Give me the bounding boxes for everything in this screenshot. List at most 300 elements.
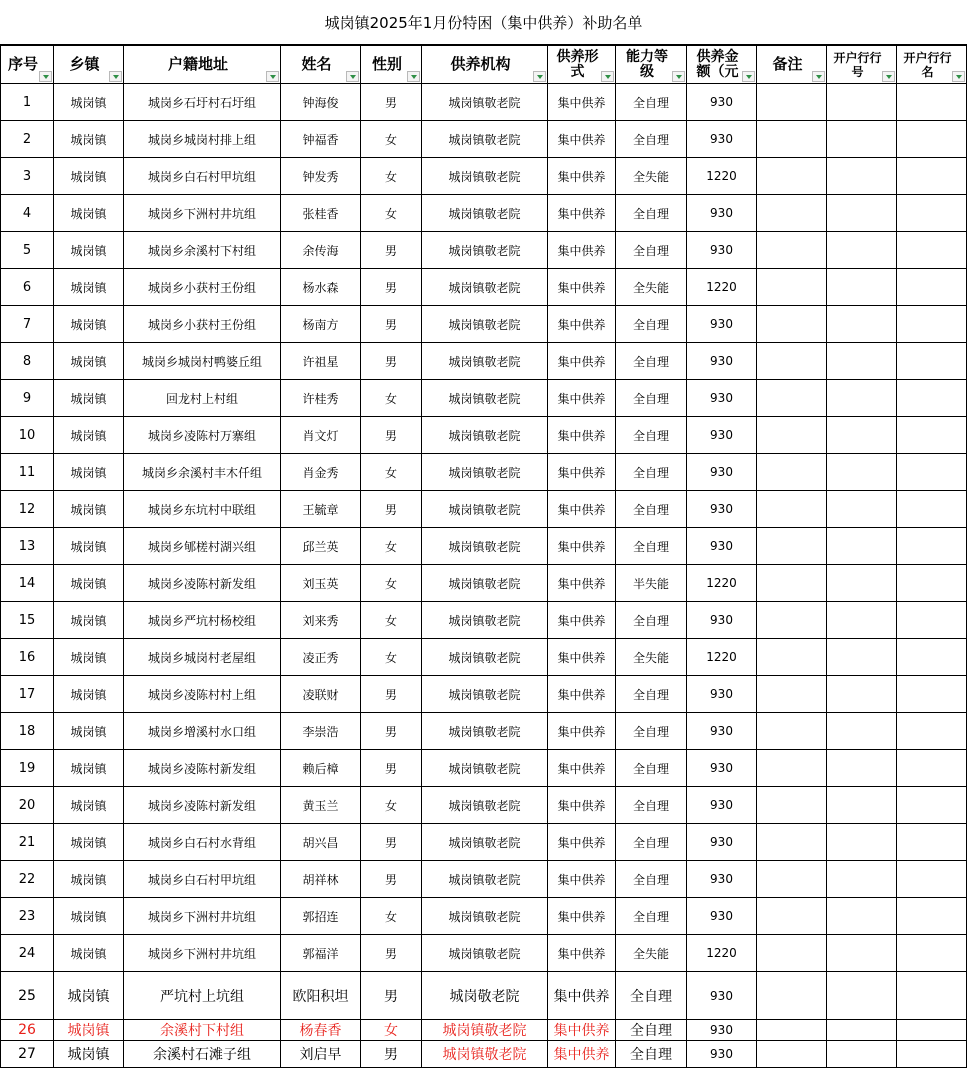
cell-seq[interactable]: 4 — [1, 195, 54, 232]
cell-gender[interactable]: 女 — [361, 602, 422, 639]
cell-support-type[interactable]: 集中供养 — [548, 676, 616, 713]
cell-town[interactable]: 城岗镇 — [54, 84, 124, 121]
cell-remark[interactable] — [757, 491, 827, 528]
cell-support-type[interactable]: 集中供养 — [548, 639, 616, 676]
cell-bank-name[interactable] — [897, 713, 967, 750]
cell-address[interactable]: 城岗乡凌陈村新发组 — [124, 750, 281, 787]
cell-bank-name[interactable] — [897, 898, 967, 935]
cell-support-type[interactable]: 集中供养 — [548, 861, 616, 898]
filter-dropdown-icon[interactable] — [346, 71, 359, 82]
cell-address[interactable]: 城岗乡严坑村杨校组 — [124, 602, 281, 639]
cell-gender[interactable]: 女 — [361, 787, 422, 824]
cell-amount[interactable]: 930 — [687, 306, 757, 343]
cell-amount[interactable]: 930 — [687, 713, 757, 750]
cell-institution[interactable]: 城岗镇敬老院 — [422, 343, 548, 380]
cell-remark[interactable] — [757, 676, 827, 713]
cell-address[interactable]: 城岗乡石圩村石圩组 — [124, 84, 281, 121]
cell-town[interactable]: 城岗镇 — [54, 528, 124, 565]
filter-dropdown-icon[interactable] — [39, 71, 52, 82]
cell-seq[interactable]: 5 — [1, 232, 54, 269]
cell-town[interactable]: 城岗镇 — [54, 935, 124, 972]
cell-amount[interactable]: 930 — [687, 121, 757, 158]
cell-ability-level[interactable]: 全自理 — [616, 491, 687, 528]
cell-town[interactable]: 城岗镇 — [54, 1041, 124, 1068]
cell-support-type[interactable]: 集中供养 — [548, 454, 616, 491]
cell-address[interactable]: 城岗乡凌陈村村上组 — [124, 676, 281, 713]
cell-seq[interactable]: 18 — [1, 713, 54, 750]
cell-gender[interactable]: 男 — [361, 1041, 422, 1068]
cell-town[interactable]: 城岗镇 — [54, 602, 124, 639]
cell-address[interactable]: 城岗乡下洲村井坑组 — [124, 195, 281, 232]
cell-address[interactable]: 城岗乡城岗村老屋组 — [124, 639, 281, 676]
cell-bank-code[interactable] — [827, 232, 897, 269]
cell-name[interactable]: 黄玉兰 — [281, 787, 361, 824]
cell-town[interactable]: 城岗镇 — [54, 898, 124, 935]
cell-institution[interactable]: 城岗镇敬老院 — [422, 676, 548, 713]
filter-dropdown-icon[interactable] — [882, 71, 895, 82]
cell-gender[interactable]: 男 — [361, 713, 422, 750]
cell-town[interactable]: 城岗镇 — [54, 454, 124, 491]
cell-address[interactable]: 回龙村上村组 — [124, 380, 281, 417]
cell-seq[interactable]: 24 — [1, 935, 54, 972]
filter-dropdown-icon[interactable] — [601, 71, 614, 82]
cell-town[interactable]: 城岗镇 — [54, 380, 124, 417]
cell-bank-name[interactable] — [897, 417, 967, 454]
cell-seq[interactable]: 10 — [1, 417, 54, 454]
cell-ability-level[interactable]: 全自理 — [616, 787, 687, 824]
cell-ability-level[interactable]: 全自理 — [616, 343, 687, 380]
cell-name[interactable]: 胡祥林 — [281, 861, 361, 898]
cell-address[interactable]: 严坑村上坑组 — [124, 972, 281, 1020]
cell-amount[interactable]: 930 — [687, 750, 757, 787]
cell-bank-code[interactable] — [827, 380, 897, 417]
cell-remark[interactable] — [757, 232, 827, 269]
cell-ability-level[interactable]: 全自理 — [616, 232, 687, 269]
cell-support-type[interactable]: 集中供养 — [548, 232, 616, 269]
cell-seq[interactable]: 12 — [1, 491, 54, 528]
cell-gender[interactable]: 女 — [361, 195, 422, 232]
cell-name[interactable]: 张桂香 — [281, 195, 361, 232]
cell-bank-name[interactable] — [897, 269, 967, 306]
cell-gender[interactable]: 男 — [361, 972, 422, 1020]
cell-amount[interactable]: 930 — [687, 417, 757, 454]
cell-address[interactable]: 城岗乡小获村王份组 — [124, 269, 281, 306]
cell-amount[interactable]: 930 — [687, 1020, 757, 1041]
cell-name[interactable]: 郭招连 — [281, 898, 361, 935]
cell-remark[interactable] — [757, 565, 827, 602]
cell-town[interactable]: 城岗镇 — [54, 1020, 124, 1041]
cell-ability-level[interactable]: 全失能 — [616, 269, 687, 306]
cell-name[interactable]: 肖金秀 — [281, 454, 361, 491]
cell-institution[interactable]: 城岗镇敬老院 — [422, 158, 548, 195]
cell-gender[interactable]: 男 — [361, 750, 422, 787]
cell-remark[interactable] — [757, 750, 827, 787]
cell-amount[interactable]: 930 — [687, 861, 757, 898]
cell-institution[interactable]: 城岗敬老院 — [422, 972, 548, 1020]
cell-amount[interactable]: 1220 — [687, 639, 757, 676]
cell-amount[interactable]: 930 — [687, 1041, 757, 1068]
cell-ability-level[interactable]: 全自理 — [616, 84, 687, 121]
cell-gender[interactable]: 男 — [361, 824, 422, 861]
cell-support-type[interactable]: 集中供养 — [548, 972, 616, 1020]
cell-bank-name[interactable] — [897, 306, 967, 343]
cell-remark[interactable] — [757, 787, 827, 824]
cell-bank-code[interactable] — [827, 269, 897, 306]
cell-town[interactable]: 城岗镇 — [54, 195, 124, 232]
cell-support-type[interactable]: 集中供养 — [548, 121, 616, 158]
cell-address[interactable]: 城岗乡小获村王份组 — [124, 306, 281, 343]
cell-remark[interactable] — [757, 454, 827, 491]
cell-seq[interactable]: 2 — [1, 121, 54, 158]
cell-remark[interactable] — [757, 121, 827, 158]
cell-town[interactable]: 城岗镇 — [54, 232, 124, 269]
cell-remark[interactable] — [757, 1041, 827, 1068]
cell-town[interactable]: 城岗镇 — [54, 158, 124, 195]
cell-support-type[interactable]: 集中供养 — [548, 787, 616, 824]
cell-address[interactable]: 城岗乡凌陈村万寨组 — [124, 417, 281, 454]
cell-gender[interactable]: 女 — [361, 1020, 422, 1041]
cell-gender[interactable]: 女 — [361, 528, 422, 565]
cell-name[interactable]: 许桂秀 — [281, 380, 361, 417]
cell-amount[interactable]: 930 — [687, 380, 757, 417]
cell-support-type[interactable]: 集中供养 — [548, 602, 616, 639]
cell-town[interactable]: 城岗镇 — [54, 824, 124, 861]
cell-institution[interactable]: 城岗镇敬老院 — [422, 861, 548, 898]
cell-support-type[interactable]: 集中供养 — [548, 750, 616, 787]
cell-ability-level[interactable]: 全失能 — [616, 935, 687, 972]
cell-remark[interactable] — [757, 935, 827, 972]
cell-amount[interactable]: 930 — [687, 602, 757, 639]
cell-bank-code[interactable] — [827, 491, 897, 528]
cell-amount[interactable]: 1220 — [687, 269, 757, 306]
filter-dropdown-icon[interactable] — [952, 71, 965, 82]
cell-remark[interactable] — [757, 195, 827, 232]
cell-bank-code[interactable] — [827, 972, 897, 1020]
cell-support-type[interactable]: 集中供养 — [548, 1020, 616, 1041]
cell-name[interactable]: 余传海 — [281, 232, 361, 269]
cell-bank-code[interactable] — [827, 158, 897, 195]
cell-institution[interactable]: 城岗镇敬老院 — [422, 528, 548, 565]
cell-seq[interactable]: 22 — [1, 861, 54, 898]
cell-support-type[interactable]: 集中供养 — [548, 1041, 616, 1068]
cell-bank-code[interactable] — [827, 343, 897, 380]
cell-institution[interactable]: 城岗镇敬老院 — [422, 750, 548, 787]
cell-address[interactable]: 城岗乡余溪村丰木仟组 — [124, 454, 281, 491]
cell-bank-code[interactable] — [827, 84, 897, 121]
cell-gender[interactable]: 男 — [361, 343, 422, 380]
cell-bank-code[interactable] — [827, 676, 897, 713]
cell-bank-name[interactable] — [897, 972, 967, 1020]
cell-ability-level[interactable]: 全自理 — [616, 380, 687, 417]
cell-address[interactable]: 城岗乡凌陈村新发组 — [124, 565, 281, 602]
cell-support-type[interactable]: 集中供养 — [548, 417, 616, 454]
cell-name[interactable]: 凌联财 — [281, 676, 361, 713]
cell-remark[interactable] — [757, 861, 827, 898]
cell-bank-name[interactable] — [897, 232, 967, 269]
cell-support-type[interactable]: 集中供养 — [548, 935, 616, 972]
cell-remark[interactable] — [757, 972, 827, 1020]
cell-town[interactable]: 城岗镇 — [54, 750, 124, 787]
cell-ability-level[interactable]: 全自理 — [616, 417, 687, 454]
cell-remark[interactable] — [757, 380, 827, 417]
cell-amount[interactable]: 1220 — [687, 935, 757, 972]
cell-remark[interactable] — [757, 824, 827, 861]
filter-dropdown-icon[interactable] — [742, 71, 755, 82]
cell-bank-code[interactable] — [827, 898, 897, 935]
cell-name[interactable]: 胡兴昌 — [281, 824, 361, 861]
cell-ability-level[interactable]: 全自理 — [616, 306, 687, 343]
cell-ability-level[interactable]: 半失能 — [616, 565, 687, 602]
cell-remark[interactable] — [757, 417, 827, 454]
cell-institution[interactable]: 城岗镇敬老院 — [422, 935, 548, 972]
cell-seq[interactable]: 3 — [1, 158, 54, 195]
cell-remark[interactable] — [757, 713, 827, 750]
cell-name[interactable]: 钟海俊 — [281, 84, 361, 121]
cell-town[interactable]: 城岗镇 — [54, 269, 124, 306]
cell-institution[interactable]: 城岗镇敬老院 — [422, 269, 548, 306]
cell-ability-level[interactable]: 全失能 — [616, 639, 687, 676]
cell-ability-level[interactable]: 全自理 — [616, 528, 687, 565]
cell-seq[interactable]: 13 — [1, 528, 54, 565]
cell-ability-level[interactable]: 全自理 — [616, 195, 687, 232]
cell-remark[interactable] — [757, 343, 827, 380]
cell-support-type[interactable]: 集中供养 — [548, 380, 616, 417]
cell-remark[interactable] — [757, 158, 827, 195]
cell-bank-code[interactable] — [827, 787, 897, 824]
cell-seq[interactable]: 25 — [1, 972, 54, 1020]
cell-seq[interactable]: 26 — [1, 1020, 54, 1041]
cell-institution[interactable]: 城岗镇敬老院 — [422, 232, 548, 269]
cell-town[interactable]: 城岗镇 — [54, 713, 124, 750]
cell-gender[interactable]: 女 — [361, 639, 422, 676]
cell-support-type[interactable]: 集中供养 — [548, 491, 616, 528]
cell-town[interactable]: 城岗镇 — [54, 491, 124, 528]
cell-town[interactable]: 城岗镇 — [54, 787, 124, 824]
cell-bank-name[interactable] — [897, 1041, 967, 1068]
cell-bank-code[interactable] — [827, 713, 897, 750]
cell-gender[interactable]: 男 — [361, 269, 422, 306]
cell-amount[interactable]: 930 — [687, 824, 757, 861]
cell-institution[interactable]: 城岗镇敬老院 — [422, 787, 548, 824]
cell-address[interactable]: 城岗乡凌陈村新发组 — [124, 787, 281, 824]
cell-seq[interactable]: 27 — [1, 1041, 54, 1068]
cell-gender[interactable]: 男 — [361, 306, 422, 343]
cell-bank-name[interactable] — [897, 454, 967, 491]
cell-support-type[interactable]: 集中供养 — [548, 306, 616, 343]
cell-address[interactable]: 余溪村下村组 — [124, 1020, 281, 1041]
cell-address[interactable]: 城岗乡余溪村下村组 — [124, 232, 281, 269]
cell-address[interactable]: 城岗乡下洲村井坑组 — [124, 898, 281, 935]
cell-town[interactable]: 城岗镇 — [54, 306, 124, 343]
cell-seq[interactable]: 21 — [1, 824, 54, 861]
cell-name[interactable]: 钟福香 — [281, 121, 361, 158]
cell-gender[interactable]: 男 — [361, 676, 422, 713]
cell-bank-code[interactable] — [827, 454, 897, 491]
cell-institution[interactable]: 城岗镇敬老院 — [422, 121, 548, 158]
cell-ability-level[interactable]: 全自理 — [616, 676, 687, 713]
cell-institution[interactable]: 城岗镇敬老院 — [422, 417, 548, 454]
cell-gender[interactable]: 男 — [361, 232, 422, 269]
cell-name[interactable]: 欧阳积坦 — [281, 972, 361, 1020]
cell-support-type[interactable]: 集中供养 — [548, 713, 616, 750]
cell-address[interactable]: 城岗乡城岗村排上组 — [124, 121, 281, 158]
cell-name[interactable]: 郭福洋 — [281, 935, 361, 972]
cell-name[interactable]: 李崇浩 — [281, 713, 361, 750]
cell-ability-level[interactable]: 全自理 — [616, 861, 687, 898]
cell-bank-code[interactable] — [827, 121, 897, 158]
cell-seq[interactable]: 17 — [1, 676, 54, 713]
cell-bank-name[interactable] — [897, 1020, 967, 1041]
cell-town[interactable]: 城岗镇 — [54, 565, 124, 602]
cell-amount[interactable]: 930 — [687, 787, 757, 824]
cell-bank-name[interactable] — [897, 84, 967, 121]
cell-gender[interactable]: 男 — [361, 861, 422, 898]
cell-address[interactable]: 城岗乡白石村甲坑组 — [124, 861, 281, 898]
cell-amount[interactable]: 1220 — [687, 158, 757, 195]
cell-ability-level[interactable]: 全自理 — [616, 454, 687, 491]
cell-bank-code[interactable] — [827, 639, 897, 676]
cell-bank-name[interactable] — [897, 750, 967, 787]
cell-remark[interactable] — [757, 639, 827, 676]
cell-bank-code[interactable] — [827, 1020, 897, 1041]
cell-seq[interactable]: 8 — [1, 343, 54, 380]
cell-gender[interactable]: 女 — [361, 380, 422, 417]
cell-bank-code[interactable] — [827, 306, 897, 343]
cell-bank-code[interactable] — [827, 824, 897, 861]
cell-seq[interactable]: 7 — [1, 306, 54, 343]
cell-address[interactable]: 城岗乡白石村水背组 — [124, 824, 281, 861]
cell-institution[interactable]: 城岗镇敬老院 — [422, 1020, 548, 1041]
filter-dropdown-icon[interactable] — [266, 71, 279, 82]
cell-gender[interactable]: 女 — [361, 898, 422, 935]
cell-town[interactable]: 城岗镇 — [54, 417, 124, 454]
cell-support-type[interactable]: 集中供养 — [548, 343, 616, 380]
cell-ability-level[interactable]: 全自理 — [616, 898, 687, 935]
cell-town[interactable]: 城岗镇 — [54, 676, 124, 713]
cell-bank-name[interactable] — [897, 861, 967, 898]
cell-support-type[interactable]: 集中供养 — [548, 528, 616, 565]
cell-address[interactable]: 城岗乡增溪村水口组 — [124, 713, 281, 750]
cell-seq[interactable]: 15 — [1, 602, 54, 639]
cell-name[interactable]: 邱兰英 — [281, 528, 361, 565]
cell-ability-level[interactable]: 全自理 — [616, 824, 687, 861]
cell-institution[interactable]: 城岗镇敬老院 — [422, 454, 548, 491]
cell-support-type[interactable]: 集中供养 — [548, 269, 616, 306]
cell-bank-code[interactable] — [827, 565, 897, 602]
cell-bank-name[interactable] — [897, 935, 967, 972]
cell-gender[interactable]: 男 — [361, 491, 422, 528]
cell-gender[interactable]: 男 — [361, 84, 422, 121]
cell-name[interactable]: 肖文灯 — [281, 417, 361, 454]
cell-remark[interactable] — [757, 84, 827, 121]
cell-name[interactable]: 刘来秀 — [281, 602, 361, 639]
cell-town[interactable]: 城岗镇 — [54, 343, 124, 380]
cell-gender[interactable]: 女 — [361, 565, 422, 602]
cell-institution[interactable]: 城岗镇敬老院 — [422, 898, 548, 935]
cell-seq[interactable]: 16 — [1, 639, 54, 676]
cell-bank-name[interactable] — [897, 824, 967, 861]
cell-bank-code[interactable] — [827, 528, 897, 565]
cell-bank-name[interactable] — [897, 491, 967, 528]
cell-bank-name[interactable] — [897, 528, 967, 565]
cell-ability-level[interactable]: 全自理 — [616, 972, 687, 1020]
cell-name[interactable]: 王毓章 — [281, 491, 361, 528]
cell-amount[interactable]: 930 — [687, 195, 757, 232]
cell-name[interactable]: 杨春香 — [281, 1020, 361, 1041]
cell-institution[interactable]: 城岗镇敬老院 — [422, 306, 548, 343]
cell-address[interactable]: 城岗乡下洲村井坑组 — [124, 935, 281, 972]
filter-dropdown-icon[interactable] — [109, 71, 122, 82]
cell-bank-name[interactable] — [897, 565, 967, 602]
cell-bank-code[interactable] — [827, 1041, 897, 1068]
cell-gender[interactable]: 女 — [361, 158, 422, 195]
cell-bank-name[interactable] — [897, 343, 967, 380]
cell-bank-code[interactable] — [827, 935, 897, 972]
cell-bank-code[interactable] — [827, 417, 897, 454]
cell-town[interactable]: 城岗镇 — [54, 639, 124, 676]
filter-dropdown-icon[interactable] — [672, 71, 685, 82]
cell-gender[interactable]: 女 — [361, 121, 422, 158]
cell-remark[interactable] — [757, 1020, 827, 1041]
cell-name[interactable]: 许祖星 — [281, 343, 361, 380]
cell-ability-level[interactable]: 全自理 — [616, 602, 687, 639]
cell-bank-name[interactable] — [897, 195, 967, 232]
cell-support-type[interactable]: 集中供养 — [548, 195, 616, 232]
cell-institution[interactable]: 城岗镇敬老院 — [422, 491, 548, 528]
cell-town[interactable]: 城岗镇 — [54, 972, 124, 1020]
cell-seq[interactable]: 19 — [1, 750, 54, 787]
filter-dropdown-icon[interactable] — [812, 71, 825, 82]
cell-amount[interactable]: 1220 — [687, 565, 757, 602]
cell-seq[interactable]: 1 — [1, 84, 54, 121]
cell-remark[interactable] — [757, 602, 827, 639]
cell-remark[interactable] — [757, 306, 827, 343]
cell-amount[interactable]: 930 — [687, 898, 757, 935]
cell-ability-level[interactable]: 全自理 — [616, 750, 687, 787]
cell-amount[interactable]: 930 — [687, 454, 757, 491]
cell-bank-code[interactable] — [827, 195, 897, 232]
cell-seq[interactable]: 23 — [1, 898, 54, 935]
cell-seq[interactable]: 20 — [1, 787, 54, 824]
cell-bank-name[interactable] — [897, 639, 967, 676]
cell-amount[interactable]: 930 — [687, 528, 757, 565]
cell-amount[interactable]: 930 — [687, 232, 757, 269]
cell-support-type[interactable]: 集中供养 — [548, 565, 616, 602]
cell-institution[interactable]: 城岗镇敬老院 — [422, 1041, 548, 1068]
cell-ability-level[interactable]: 全自理 — [616, 713, 687, 750]
cell-address[interactable]: 城岗乡白石村甲坑组 — [124, 158, 281, 195]
filter-dropdown-icon[interactable] — [533, 71, 546, 82]
cell-remark[interactable] — [757, 269, 827, 306]
cell-institution[interactable]: 城岗镇敬老院 — [422, 639, 548, 676]
cell-institution[interactable]: 城岗镇敬老院 — [422, 84, 548, 121]
cell-bank-name[interactable] — [897, 602, 967, 639]
cell-seq[interactable]: 9 — [1, 380, 54, 417]
cell-support-type[interactable]: 集中供养 — [548, 84, 616, 121]
cell-ability-level[interactable]: 全自理 — [616, 1020, 687, 1041]
cell-seq[interactable]: 6 — [1, 269, 54, 306]
cell-ability-level[interactable]: 全自理 — [616, 121, 687, 158]
cell-name[interactable]: 杨南方 — [281, 306, 361, 343]
cell-name[interactable]: 刘启早 — [281, 1041, 361, 1068]
cell-remark[interactable] — [757, 528, 827, 565]
cell-name[interactable]: 凌正秀 — [281, 639, 361, 676]
cell-bank-code[interactable] — [827, 750, 897, 787]
cell-address[interactable]: 城岗乡东坑村中联组 — [124, 491, 281, 528]
cell-name[interactable]: 刘玉英 — [281, 565, 361, 602]
cell-seq[interactable]: 14 — [1, 565, 54, 602]
cell-amount[interactable]: 930 — [687, 491, 757, 528]
